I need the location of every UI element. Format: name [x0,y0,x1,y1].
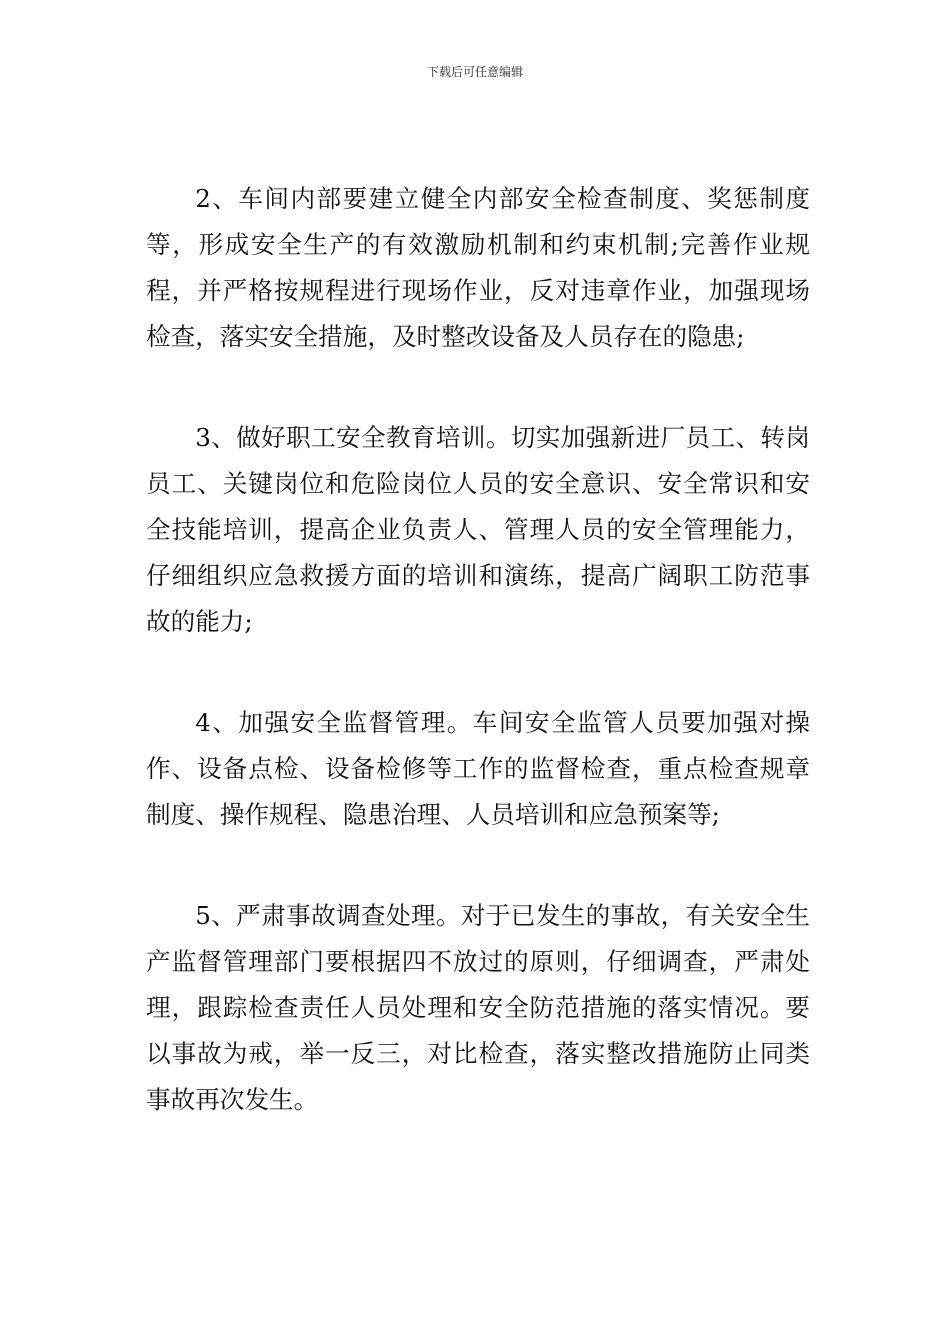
paragraph-item-3: 3、做好职工安全教育培训。切实加强新进厂员工、转岗员工、关键岗位和危险岗位人员的安全意识、安全常识和安全技能培训，提高企业负责人、管理人员的安全管理能力，仔细组织应急救援方面的培训和演练，提高广阔职工防范事故的能力; [146,423,810,636]
paragraph-item-4: 4、加强安全监督管理。车间安全监管人员要加强对操作、设备点检、设备检修等工作的监督检查，重点检查规章制度、操作规程、隐患治理、人员培训和应急预案等; [146,708,810,829]
page-header: 下载后可任意编辑 [426,65,523,79]
paragraph-item-5: 5、严肃事故调查处理。对于已发生的事故，有关安全生产监督管理部门要根据四不放过的原则，仔细调查，严肃处理，跟踪检查责任人员处理和安全防范措施的落实情况。要以事故为戒，举一反三，对比检查，落实整改措施防止同类事故再次发生。 [146,901,810,1114]
paragraph-item-2: 2、车间内部要建立健全内部安全检查制度、奖惩制度等，形成安全生产的有效激励机制和约束机制;完善作业规程，并严格按规程进行现场作业，反对违章作业，加强现场检查，落实安全措施，及时整改设备及人员存在的隐患; [146,184,810,351]
document-body [146,176,810,1123]
